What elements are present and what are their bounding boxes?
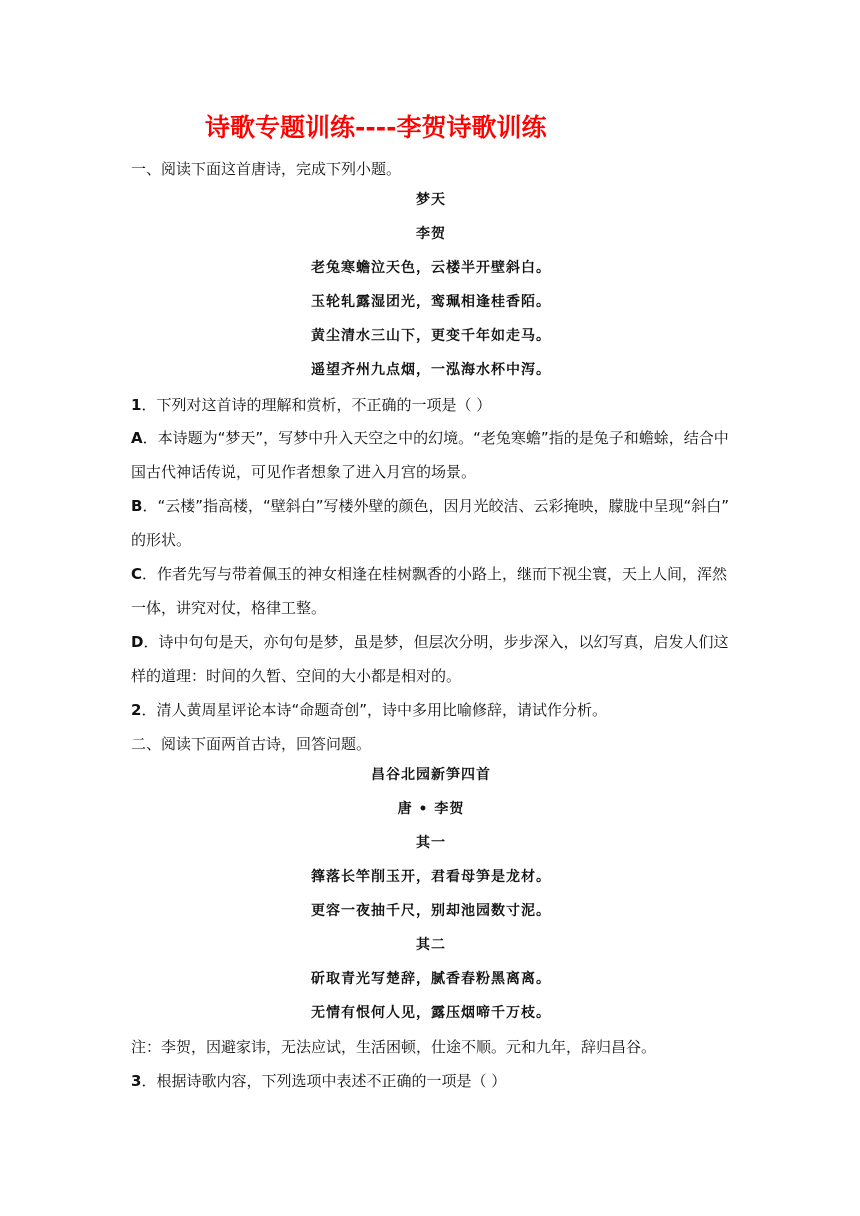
option-label: A (131, 429, 143, 447)
poem-line: 玉轮轧露湿团光，鸾珮相逢桂香陌。 (311, 294, 551, 310)
poem-line: 箨落长竿削玉开，君看母笋是龙材。 (311, 869, 551, 885)
option-c (131, 562, 731, 586)
poem-part-title: 其二 (416, 937, 446, 953)
option-label: D (131, 633, 144, 651)
page-title: 诗歌专题训练----李贺诗歌训练 (205, 113, 547, 142)
section-2-heading: 二、阅读下面两首古诗，回答问题。 (131, 735, 372, 753)
option-d (131, 630, 731, 654)
question-text: ．清人黄周星评论本诗“命题奇创”，诗中多用比喻修辞，请试作分析。 (141, 701, 607, 719)
option-d-continued: 样的道理：时间的久暂、空间的大小都是相对的。 (131, 667, 462, 685)
poem-part-title: 其一 (416, 835, 446, 851)
option-c-continued: 一体，讲究对仗，格律工整。 (131, 599, 327, 617)
question-number: 2 (131, 701, 142, 719)
poem-line: 无情有恨何人见，露压烟啼千万枝。 (311, 1005, 551, 1021)
option-label: B (131, 497, 143, 515)
poem-line: 黄尘清水三山下，更变千年如走马。 (311, 328, 551, 344)
option-b-continued: 的形状。 (131, 531, 192, 549)
section-1-heading: 一、阅读下面这首唐诗，完成下列小题。 (131, 160, 402, 178)
question-1 (131, 393, 731, 417)
poem-note: 注：李贺，因避家讳，无法应试，生活困顿，仕途不顺。元和九年，辞归昌谷。 (131, 1038, 657, 1056)
question-number: 1 (131, 396, 142, 414)
option-text: ．诗中句句是天，亦句句是梦，虽是梦，但层次分明，步步深入，以幻写真，启发人们这 (143, 633, 729, 651)
poem-line: 斫取青光写楚辞，腻香春粉黑离离。 (311, 971, 551, 987)
option-label: C (131, 565, 143, 583)
question-text: ．根据诗歌内容，下列选项中表述不正确的一项是（ ） (141, 1072, 507, 1090)
question-2 (131, 698, 731, 722)
poem-author: 唐 • 李贺 (397, 801, 465, 817)
poem-line: 老兔寒蟾泣天色，云楼半开壁斜白。 (311, 260, 551, 276)
poem-title: 昌谷北园新笋四首 (371, 767, 491, 783)
option-a-continued: 国古代神话传说，可见作者想象了进入月宫的场景。 (131, 463, 477, 481)
poem-title: 梦天 (416, 192, 446, 208)
question-text: ．下列对这首诗的理解和赏析，不正确的一项是（ ） (141, 396, 492, 414)
option-a (131, 426, 731, 450)
option-b (131, 494, 731, 518)
option-text: ．作者先写与带着佩玉的神女相逢在桂树飘香的小路上，继而下视尘寰，天上人间，浑然 (142, 565, 728, 583)
option-text: ．本诗题为“梦天”，写梦中升入天空之中的幻境。“老兔寒蟾”指的是兔子和蟾蜍，结合中 (142, 429, 729, 447)
poem-line: 更容一夜抽千尺，别却池园数寸泥。 (311, 903, 551, 919)
question-3 (131, 1069, 731, 1093)
option-text: ．“云楼”指高楼，“壁斜白”写楼外壁的颜色，因月光皎洁、云彩掩映，朦胧中呈现“斜白” (142, 497, 730, 515)
question-number: 3 (131, 1072, 142, 1090)
poem-line: 遥望齐州九点烟，一泓海水杯中泻。 (311, 362, 551, 378)
poem-author: 李贺 (416, 226, 446, 242)
